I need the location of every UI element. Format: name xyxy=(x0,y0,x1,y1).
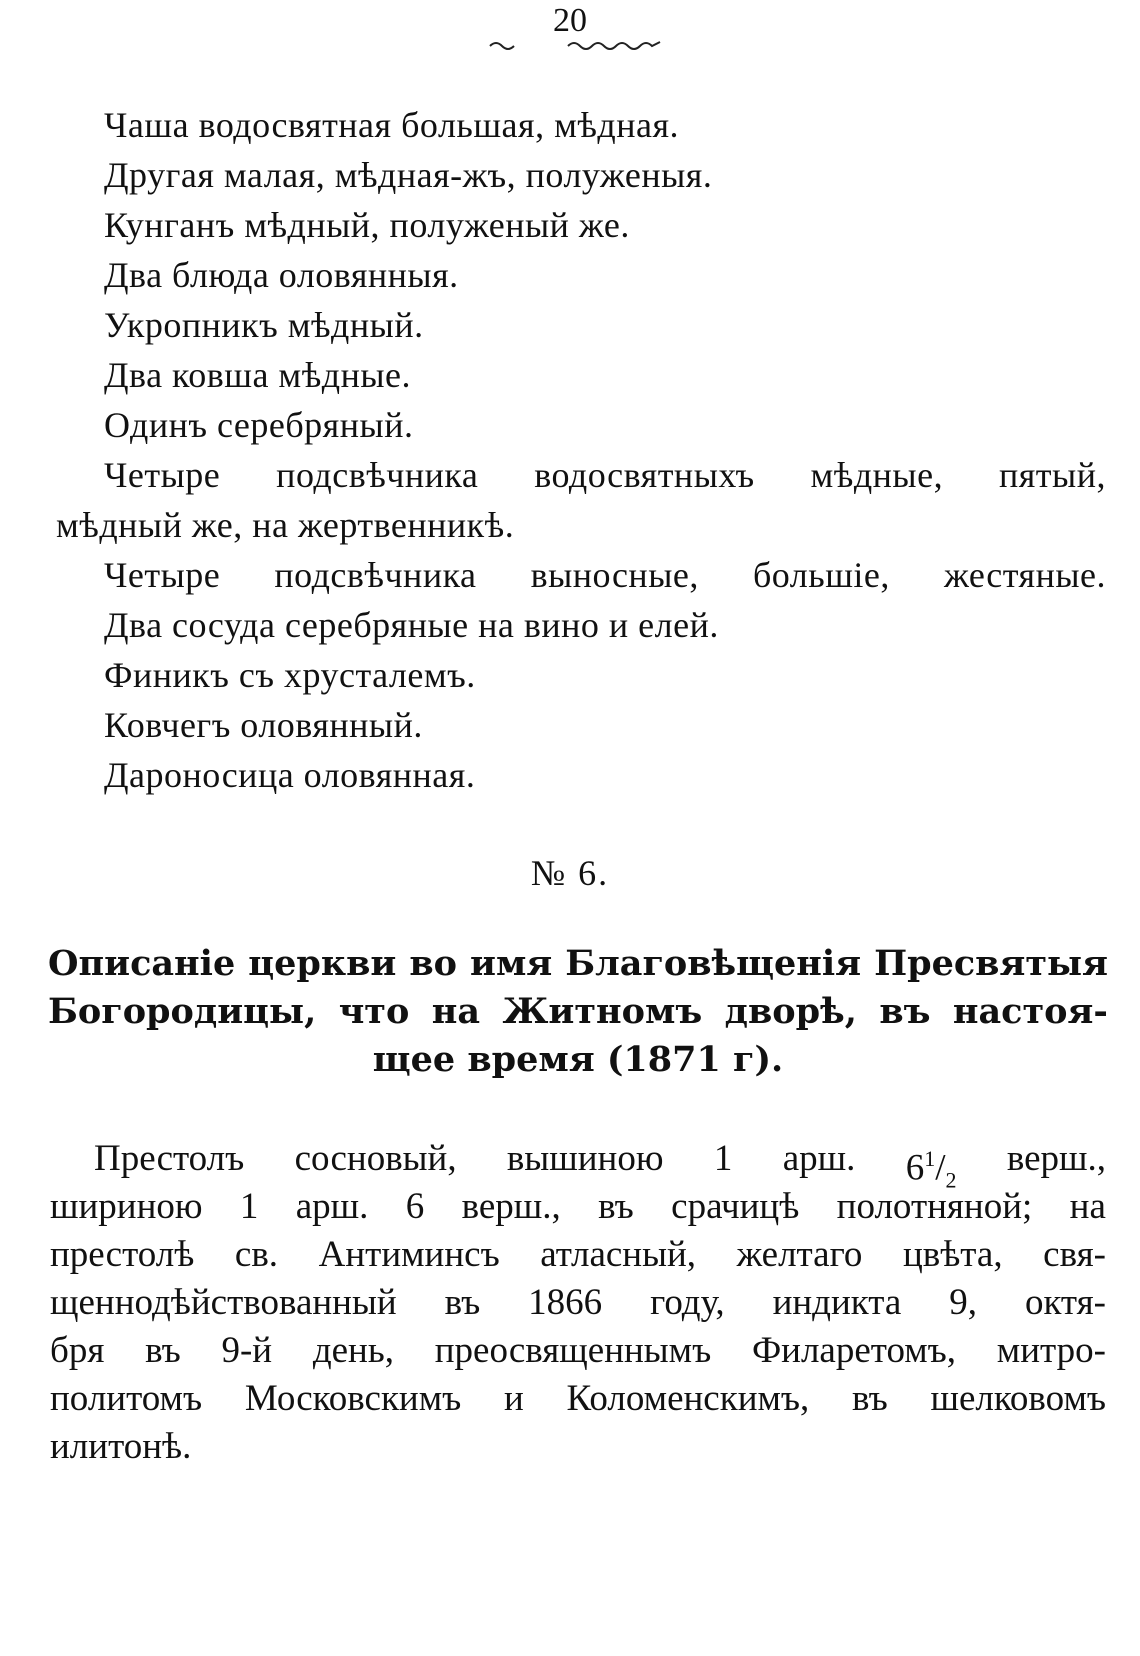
word: Филаретомъ, xyxy=(751,1330,957,1371)
word: году, xyxy=(650,1282,725,1323)
word: имя xyxy=(469,943,553,984)
word: шириною xyxy=(50,1186,203,1227)
word: щеннодѣйствованный xyxy=(50,1282,397,1323)
word: Престолъ xyxy=(94,1138,245,1179)
body-line xyxy=(50,1327,1106,1375)
word: церкви xyxy=(248,943,397,984)
word: Четыре xyxy=(104,555,221,595)
title-line xyxy=(48,1036,1108,1084)
section-title xyxy=(48,940,1108,1084)
word: на xyxy=(431,991,481,1032)
word: 1866 xyxy=(528,1282,603,1323)
fraction-whole: 6 xyxy=(905,1147,925,1189)
inventory-item: Два сосуда серебряные на вино и елей. xyxy=(104,605,719,645)
word: Четыре xyxy=(104,455,221,495)
word: 9, xyxy=(949,1282,978,1323)
word: 9-й xyxy=(221,1330,273,1371)
word: въ xyxy=(444,1282,481,1323)
word: выносные, xyxy=(530,555,699,595)
word: день, xyxy=(312,1330,394,1371)
body-line xyxy=(50,1375,1106,1423)
inventory-item: Кунганъ мѣдный, полуженый же. xyxy=(104,205,630,245)
word: подсвѣчника xyxy=(274,555,477,595)
inventory-list xyxy=(56,100,1106,800)
inventory-item: Укропникъ мѣдный. xyxy=(104,305,424,345)
title-line xyxy=(48,940,1108,988)
title-line xyxy=(48,988,1108,1036)
word: Описаніе xyxy=(48,943,236,984)
word: индикта xyxy=(772,1282,902,1323)
body-line xyxy=(50,1183,1106,1231)
word: во xyxy=(409,943,458,984)
word: подсвѣчника xyxy=(276,455,479,495)
word: митро- xyxy=(996,1330,1106,1371)
word: вышиною xyxy=(506,1138,664,1179)
word: дворѣ, xyxy=(724,991,857,1032)
word: престолѣ xyxy=(50,1234,195,1275)
inventory-item: Ковчегъ оловянный. xyxy=(104,705,423,745)
inventory-item: Финикъ съ хрусталемъ. xyxy=(104,655,476,695)
word: въ xyxy=(852,1378,888,1419)
word: политомъ xyxy=(50,1378,203,1419)
body-line xyxy=(50,1279,1106,1327)
word: 1 xyxy=(239,1186,259,1227)
word: Антиминсъ xyxy=(318,1234,500,1275)
word: 1 xyxy=(713,1138,733,1179)
word: настоя- xyxy=(952,991,1108,1032)
word: арш. xyxy=(782,1138,856,1179)
word: 6 xyxy=(405,1186,425,1227)
inventory-item: Два блюда оловянныя. xyxy=(104,255,459,295)
inventory-item-continuation: мѣдный же, на жертвенникѣ. xyxy=(56,505,515,545)
section-number: № 6. xyxy=(530,853,610,893)
word: срачицѣ xyxy=(671,1186,800,1227)
inventory-item-processional-candlesticks xyxy=(56,550,1106,600)
inventory-item: Чаша водосвятная большая, мѣдная. xyxy=(104,105,680,145)
word: желтаго xyxy=(736,1234,863,1275)
word: въ xyxy=(598,1186,634,1227)
word: водосвятныхъ xyxy=(534,455,755,495)
body-line xyxy=(50,1423,1106,1471)
body-line xyxy=(50,1135,1106,1193)
inventory-item: Одинъ серебряный. xyxy=(104,405,414,445)
word: что xyxy=(338,991,410,1032)
word: въ xyxy=(879,991,931,1032)
word: Житномъ xyxy=(502,991,703,1032)
fraction-numerator: 1 xyxy=(924,1146,936,1171)
word: Московскимъ xyxy=(244,1378,462,1419)
word: полотняной; xyxy=(836,1186,1033,1227)
word: верш., xyxy=(1006,1138,1106,1179)
fraction-denominator: 2 xyxy=(945,1167,957,1193)
word: бря xyxy=(50,1330,105,1371)
word: пятый, xyxy=(998,455,1106,495)
word: свя- xyxy=(1043,1234,1106,1275)
word: на xyxy=(1069,1186,1106,1227)
word: жестяные. xyxy=(944,555,1106,595)
word: большіе, xyxy=(752,555,890,595)
word: Благовѣщенія xyxy=(565,943,862,984)
inventory-item: Дароносица оловянная. xyxy=(104,755,476,795)
page-number: 20 xyxy=(553,2,587,39)
word: шелковомъ xyxy=(930,1378,1106,1419)
word: Пресвятыя xyxy=(874,943,1108,984)
word: въ xyxy=(145,1330,181,1371)
word: илитонѣ. xyxy=(50,1426,192,1467)
word: св. xyxy=(234,1234,279,1275)
word: атласный, xyxy=(540,1234,697,1275)
title-line-text: щее время (1871 г). xyxy=(372,1039,784,1080)
inventory-item-candlesticks xyxy=(56,450,1106,500)
word: и xyxy=(504,1378,524,1419)
body-paragraph xyxy=(50,1135,1106,1471)
word: мѣдные, xyxy=(810,455,944,495)
word: верш., xyxy=(461,1186,561,1227)
word: арш. xyxy=(295,1186,369,1227)
ornament-flourish xyxy=(488,38,678,54)
inventory-item: Другая малая, мѣдная-жъ, полуженыя. xyxy=(104,155,713,195)
body-line xyxy=(50,1231,1106,1279)
word: сосновый, xyxy=(294,1138,457,1179)
inventory-item: Два ковша мѣдные. xyxy=(104,355,411,395)
word: Богородицы, xyxy=(48,991,317,1032)
word: цвѣта, xyxy=(902,1234,1003,1275)
word: преосвященнымъ xyxy=(434,1330,712,1371)
word: Коломенскимъ, xyxy=(566,1378,810,1419)
fraction: $6^1/_2$ xyxy=(905,1146,957,1193)
word: октя- xyxy=(1024,1282,1106,1323)
